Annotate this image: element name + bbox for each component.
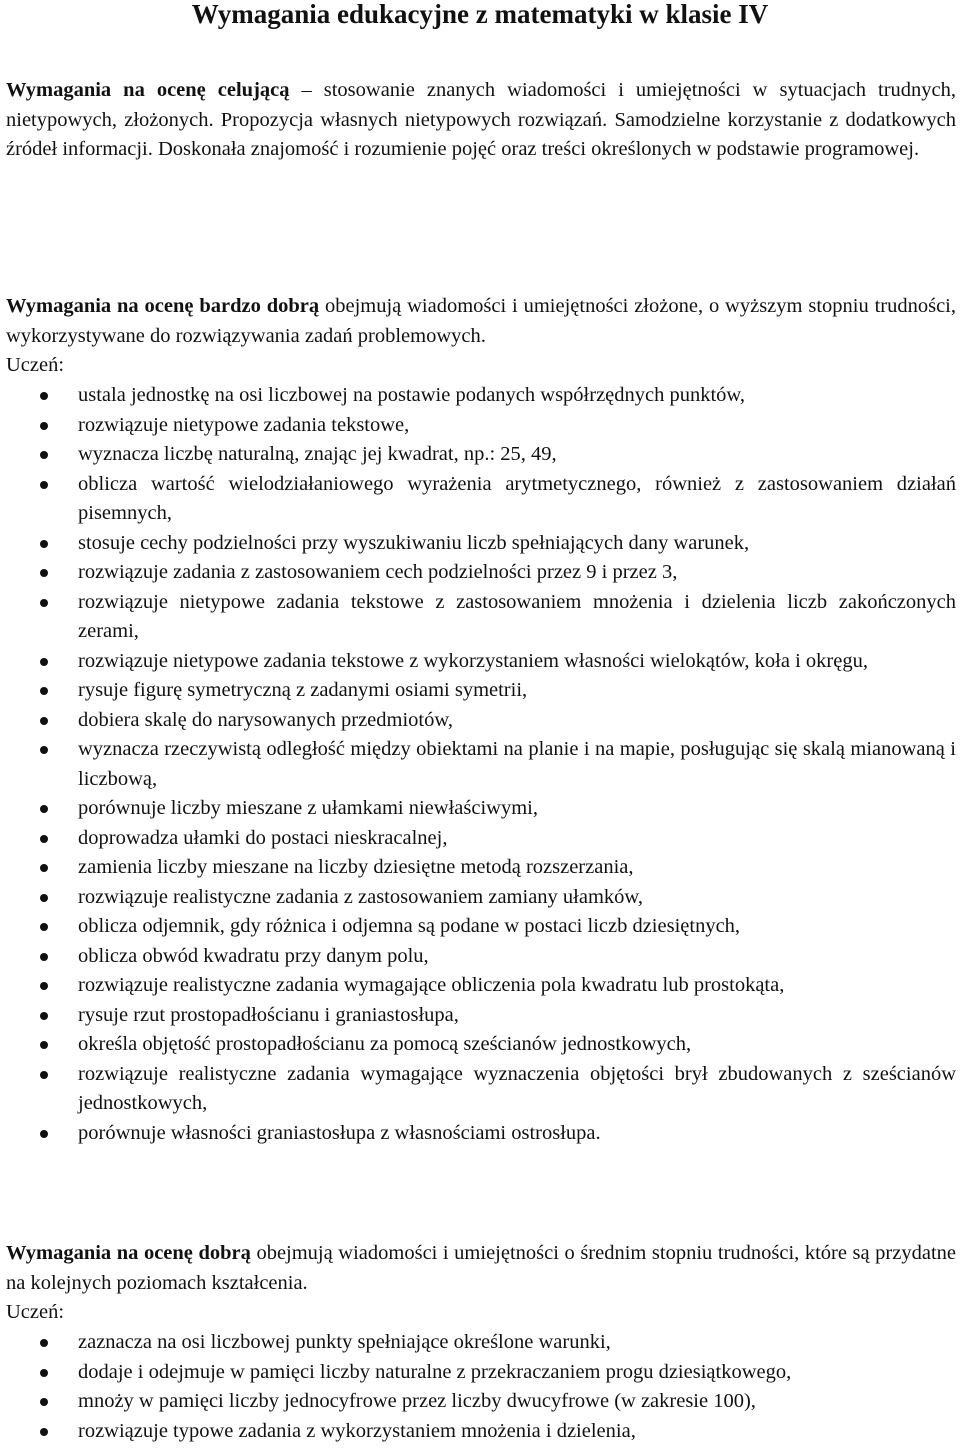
- paragraph-dobra-text: obejmują wiadomości i umiejętności o średnim stopniu trudności, które są przydatne na kolejnych poziomach kształcenia.: [6, 1242, 956, 1294]
- bullet-icon: [40, 746, 48, 754]
- list-item-text: rozwiązuje typowe zadania z wykorzystaniem mnożenia i dzielenia,: [78, 1419, 636, 1442]
- list-item: [0, 529, 956, 559]
- list-item: [0, 558, 956, 588]
- bullet-icon: [40, 392, 48, 400]
- list-item-text: oblicza obwód kwadratu przy danym polu,: [78, 944, 429, 967]
- bullet-icon: [40, 953, 48, 961]
- bullet-icon: [40, 1369, 48, 1377]
- bullet-icon: [40, 481, 48, 489]
- list-item-text: rozwiązuje nietypowe zadania tekstowe z wykorzystaniem własności wielokątów, koła i okręgu,: [78, 649, 868, 672]
- paragraph-bardzo-dobra: [6, 292, 956, 351]
- list-item-text: rozwiązuje realistyczne zadania wymagające wyznaczenia objętości brył zbudowanych z sześcianów jednostkowych,: [78, 1062, 956, 1114]
- bullet-icon: [40, 1428, 48, 1436]
- list-item: [0, 824, 956, 854]
- list-item-text: rozwiązuje realistyczne zadania wymagające obliczenia pola kwadratu lub prostokąta,: [78, 974, 785, 996]
- list-item: [0, 1119, 956, 1149]
- list-item: [0, 853, 956, 883]
- bullet-icon: [40, 540, 48, 548]
- list-item-text: wyznacza rzeczywistą odległość między obiektami na planie i na mapie, posługując się skalą mianowaną i liczbową,: [78, 738, 956, 790]
- list-item: [0, 1001, 956, 1031]
- bullet-icon: [40, 864, 48, 872]
- list-item: [0, 912, 956, 942]
- paragraph-celujaca: [6, 76, 956, 165]
- list-item-text: rozwiązuje zadania z zastosowaniem cech podzielności przez 9 i przez 3,: [78, 561, 678, 583]
- bullet-icon: [40, 599, 48, 607]
- list-item: [0, 971, 956, 1001]
- list-item-text: doprowadza ułamki do postaci nieskracalnej,: [78, 826, 448, 849]
- list-item: [0, 470, 956, 529]
- bullet-icon: [40, 1041, 48, 1049]
- paragraph-dobra: [6, 1239, 956, 1298]
- bullet-icon: [40, 923, 48, 931]
- list-item-text: rozwiązuje realistyczne zadania z zastosowaniem zamiany ułamków,: [78, 885, 644, 908]
- uczen-label-dobra: Uczeń:: [6, 1301, 65, 1323]
- bullet-icon: [40, 1012, 48, 1020]
- list-item-text: wyznacza liczbę naturalną, znając jej kwadrat, np.: 25, 49,: [78, 443, 557, 465]
- list-item: [0, 735, 956, 794]
- paragraph-celujaca-text: – stosowanie znanych wiadomości i umiejętności w sytuacjach trudnych, nietypowych, złożonych. Propozycja własnych nietypowych rozwiązań. Samodzielne korzystanie z dodatkowych źródeł informacji. Doskonała znajomość i rozumienie pojęć oraz treści określonych w podstawie programowej.: [6, 79, 956, 160]
- bullet-icon: [40, 1071, 48, 1079]
- list-item: [0, 1060, 956, 1119]
- bullet-icon: [40, 1339, 48, 1347]
- list-item-text: rozwiązuje nietypowe zadania tekstowe,: [78, 413, 410, 436]
- grade-label-celujaca: Wymagania na ocenę celującą: [6, 79, 290, 101]
- bullet-icon: [40, 835, 48, 843]
- document-title: Wymagania edukacyjne z matematyki w klasie IV: [191, 0, 769, 29]
- paragraph-bardzo-dobra-text: obejmują wiadomości i umiejętności złożone, o wyższym stopniu trudności, wykorzystywane do rozwiązywania zadań problemowych.: [6, 295, 956, 347]
- list-dobra: [0, 1328, 956, 1446]
- list-item-text: stosuje cechy podzielności przy wyszukiwaniu liczb spełniających dany warunek,: [78, 531, 750, 554]
- grade-label-dobra: Wymagania na ocenę dobrą: [6, 1242, 251, 1264]
- list-item-text: ustala jednostkę na osi liczbowej na postawie podanych współrzędnych punktów,: [78, 384, 746, 406]
- list-item-text: porównuje liczby mieszane z ułamkami niewłaściwymi,: [78, 797, 538, 819]
- list-item-text: rysuje figurę symetryczną z zadanymi osiami symetrii,: [78, 679, 528, 701]
- bullet-icon: [40, 1398, 48, 1406]
- list-item: [0, 1417, 956, 1447]
- bullet-icon: [40, 658, 48, 666]
- list-item: [0, 942, 956, 972]
- list-item: [0, 706, 956, 736]
- bullet-icon: [40, 982, 48, 990]
- list-item: [0, 1358, 956, 1388]
- bullet-icon: [40, 717, 48, 725]
- list-item: [0, 1387, 956, 1417]
- list-bardzo-dobra: [0, 381, 956, 1148]
- list-item: [0, 588, 956, 647]
- list-item-text: dodaje i odejmuje w pamięci liczby naturalne z przekraczaniem progu dziesiątkowego,: [78, 1360, 792, 1383]
- list-item-text: zaznacza na osi liczbowej punkty spełniające określone warunki,: [78, 1331, 611, 1353]
- list-item: [0, 381, 956, 411]
- grade-label-bardzo-dobra: Wymagania na ocenę bardzo dobrą: [6, 295, 320, 317]
- list-item: [0, 647, 956, 677]
- list-item-text: zamienia liczby mieszane na liczby dziesiętne metodą rozszerzania,: [78, 856, 634, 878]
- list-item: [0, 883, 956, 913]
- bullet-icon: [40, 1130, 48, 1138]
- list-item-text: dobiera skalę do narysowanych przedmiotów,: [78, 708, 453, 731]
- bullet-icon: [40, 569, 48, 577]
- bullet-icon: [40, 422, 48, 430]
- bullet-icon: [40, 805, 48, 813]
- list-item: [0, 1030, 956, 1060]
- bullet-icon: [40, 451, 48, 459]
- uczen-label-bardzo-dobra: Uczeń:: [6, 354, 65, 376]
- list-item-text: określa objętość prostopadłościanu za pomocą sześcianów jednostkowych,: [78, 1033, 692, 1055]
- list-item-text: oblicza odjemnik, gdy różnica i odjemna są podane w postaci liczb dziesiętnych,: [78, 915, 741, 937]
- list-item: [0, 411, 956, 441]
- list-item: [0, 794, 956, 824]
- list-item-text: mnoży w pamięci liczby jednocyfrowe przez liczby dwucyfrowe (w zakresie 100),: [78, 1390, 756, 1412]
- bullet-icon: [40, 687, 48, 695]
- bullet-icon: [40, 894, 48, 902]
- list-item-text: oblicza wartość wielodziałaniowego wyrażenia arytmetycznego, również z zastosowaniem działań pisemnych,: [78, 472, 956, 524]
- list-item-text: rozwiązuje nietypowe zadania tekstowe z zastosowaniem mnożenia i dzielenia liczb zakończonych zerami,: [78, 590, 956, 642]
- list-item-text: rysuje rzut prostopadłościanu i graniastosłupa,: [78, 1003, 459, 1026]
- list-item-text: porównuje własności graniastosłupa z własnościami ostrosłupa.: [78, 1121, 601, 1144]
- list-item: [0, 676, 956, 706]
- list-item: [0, 1328, 956, 1358]
- list-item: [0, 440, 956, 470]
